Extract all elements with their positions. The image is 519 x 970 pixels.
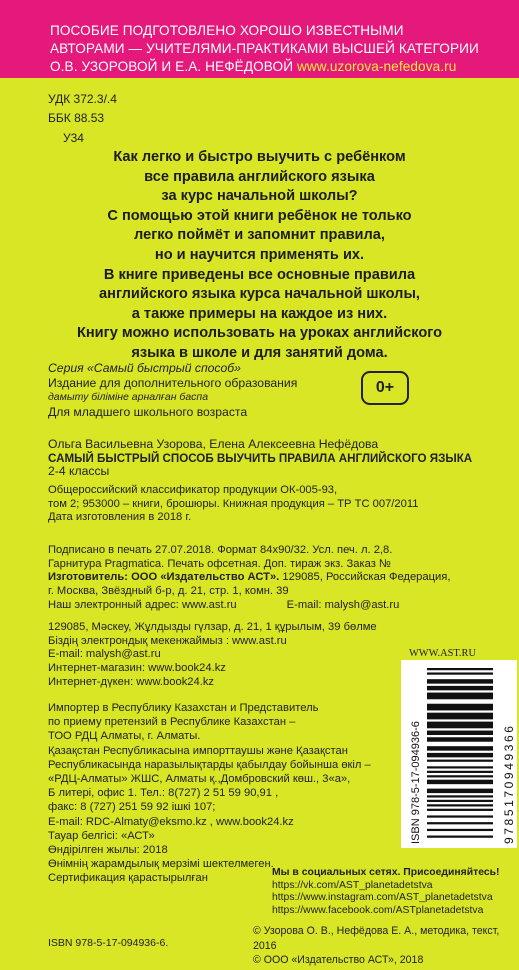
author-names: Ольга Васильевна Узорова, Елена Алексеевна Нефёдова xyxy=(48,437,379,451)
lead-line: языка в школе и для занятий дома. xyxy=(131,344,388,361)
kz-publisher-block xyxy=(48,621,377,690)
edition-type: Издание для дополнительного образования xyxy=(48,375,298,390)
social-heading: Мы в социальных сетях. Присоединяйтесь! xyxy=(272,867,500,878)
classifier-block xyxy=(48,484,418,525)
series-block xyxy=(48,361,297,419)
lead-line: Как легко и быстро выучить с ребёнком xyxy=(113,149,406,165)
lead-line: за курс начальной школы? xyxy=(161,188,358,205)
authors-block xyxy=(48,438,472,479)
kz-line: Интернет-дүкен: www.book24.kz xyxy=(48,675,215,688)
lead-line: В книге приведены все основные правила xyxy=(103,266,416,283)
barcode-isbn-text: ISBN 978-5-17-094936-6 xyxy=(410,721,422,844)
isbn-footer: ISBN 978-5-17-094936-6. xyxy=(48,937,169,949)
importer-line: Өндірілген жылы: 2018 xyxy=(48,844,168,857)
banner-line: О.В. УЗОРОВОЙ И Е.А. НЕФЁДОВОЙ xyxy=(50,59,294,74)
barcode-bar xyxy=(427,746,493,750)
series-name: Серия «Самый быстрый способ» xyxy=(48,361,241,375)
barcode xyxy=(401,660,517,848)
bbk-code: ББК 88.53 xyxy=(48,111,105,125)
social-link-instagram[interactable]: https://www.instagram.com/AST_planetadetstva xyxy=(272,892,493,904)
barcode-bar xyxy=(427,672,493,674)
banner-site-link[interactable]: www.uzorova-nefedova.ru xyxy=(296,59,457,74)
barcode-bar xyxy=(427,753,493,757)
barcode-bar xyxy=(427,760,493,762)
barcode-bar xyxy=(427,775,493,777)
print-line: г. Москва, Звёздный б-р, д. 21, стр. 1, комн. 39 xyxy=(48,585,289,598)
barcode-bar xyxy=(427,815,493,817)
barcode-bar xyxy=(427,679,493,683)
importer-line: Қазақстан Республикасына импорттаушы және Қазақстан xyxy=(48,744,348,757)
barcode-bar xyxy=(427,836,493,838)
barcode-bar xyxy=(427,789,493,793)
barcode-bar xyxy=(427,809,493,811)
importer-line: Республикасында наразылықтарды қабылдау бойынша өкіл – xyxy=(48,758,371,771)
copyright-line: © Узорова О. В., Нефёдова Е. А., методика, текст, 2016 xyxy=(253,925,500,952)
manufacturer-label: Изготовитель: ООО «Издательство АСТ». xyxy=(48,571,280,584)
barcode-bar xyxy=(427,771,493,773)
print-line: Гарнитура Pragmatica. Печать офсетная. Доп. тираж экз. Заказ № xyxy=(48,557,391,570)
importer-block xyxy=(48,701,371,886)
social-block xyxy=(272,867,499,918)
importer-line: факс: 8 (727) 251 59 92 ішкі 107; xyxy=(48,801,216,814)
barcode-bar xyxy=(427,704,493,711)
lead-paragraph xyxy=(0,148,519,364)
copyright-line: © ООО «Издательство АСТ», 2018 xyxy=(253,954,424,967)
barcode-bar xyxy=(427,693,493,700)
social-link-vk[interactable]: https://vk.com/AST_planetadetstva xyxy=(272,879,433,891)
barcode-bar xyxy=(427,822,493,824)
classifier-line: том 2; 953000 – книги, брошюры. Книжная продукция – ТР ТС 007/2011 xyxy=(48,497,419,510)
publisher-email[interactable]: E-mail: malysh@ast.ru xyxy=(286,598,400,611)
barcode-bar xyxy=(427,829,493,831)
copyright-block xyxy=(253,924,519,968)
kz-line: Интернет-магазин: www.book24.kz xyxy=(48,662,226,675)
barcode-bar xyxy=(427,795,493,797)
importer-line: Тауар белгісі: «АСТ» xyxy=(48,829,155,842)
top-banner xyxy=(0,0,519,78)
barcode-site: WWW.AST.RU xyxy=(409,648,476,659)
age-rating-badge: 0+ xyxy=(361,371,409,405)
udk-code: УДК 372.3/.4 xyxy=(48,92,117,106)
importer-line: Өнімнің жарамдылық мерзімі шектелмеген. xyxy=(48,858,274,871)
barcode-bar xyxy=(427,713,493,720)
lead-line: легко поймёт и запомнит правила, xyxy=(134,227,385,244)
book-title: САМЫЙ БЫСТРЫЙ СПОСОБ ВЫУЧИТЬ ПРАВИЛА АНГЛИЙСКОГО ЯЗЫКА xyxy=(48,451,473,465)
age-text: Для младшего школьного возраста xyxy=(48,404,248,419)
banner-line: АВТОРАМИ — УЧИТЕЛЯМИ-ПРАКТИКАМИ ВЫСШЕЙ КАТЕГОРИИ xyxy=(50,41,479,56)
lead-line: Книгу можно использовать на уроках английского xyxy=(76,325,443,342)
lead-line: С помощью этой книги ребёнок не только xyxy=(107,207,412,224)
barcode-bar xyxy=(427,722,493,729)
barcode-bars xyxy=(427,668,493,838)
barcode-digits: 9785170949366 xyxy=(502,723,516,844)
importer-line: по приему претензий в Республике Казахстан – xyxy=(48,716,296,729)
barcode-bar xyxy=(427,766,493,768)
importer-line: Сертификация қарастырылған xyxy=(48,872,208,885)
importer-line: Б литері, офис 1. Тел.: 8(727) 2 51 59 90,91 , xyxy=(48,787,279,800)
importer-line: ТОО РДЦ Алматы, г. Алматы. xyxy=(48,730,201,743)
publisher-website[interactable]: Наш электронный адрес: www.ast.ru xyxy=(48,598,237,611)
kz-line: E-mail: malysh@ast.ru xyxy=(48,648,161,661)
barcode-bar xyxy=(427,780,493,784)
lead-line: все правила английского языка xyxy=(144,168,375,185)
manufacturer-address: 129085, Российская Федерация, xyxy=(279,571,451,584)
importer-line: E-mail: RDC-Almaty@eksmo.kz , www.book24.kz xyxy=(48,815,294,828)
grades: 2-4 классы xyxy=(48,464,110,479)
lead-line: а также примеры на каждое из них. xyxy=(131,305,388,322)
banner-text xyxy=(50,22,479,76)
barcode-bar xyxy=(427,804,493,806)
barcode-bar xyxy=(427,737,493,741)
print-line: Подписано в печать 27.07.2018. Формат 84х90/32. Усл. печ. л. 2,8. xyxy=(48,544,393,556)
lead-line: английского языка курса начальной школы, xyxy=(99,286,420,303)
kz-line: 129085, Мәскеу, Жұлдызды гүлзар, д. 21, 1 құрылым, 39 бөлме xyxy=(48,621,377,633)
banner-line: ПОСОБИЕ ПОДГОТОВЛЕНО ХОРОШО ИЗВЕСТНЫМИ xyxy=(50,23,404,38)
classifier-line: Дата изготовления в 2018 г. xyxy=(48,511,192,524)
social-link-facebook[interactable]: https://www.facebook.com/ASTplanetadetstva xyxy=(272,905,484,917)
print-info-block xyxy=(48,544,450,613)
barcode-bar xyxy=(427,731,493,735)
importer-line: Импортер в Республику Казахстан и Представитель xyxy=(48,702,319,714)
author-code: У34 xyxy=(63,131,84,145)
kz-line: Біздің электрондық мекенжаймыз : www.ast.ru xyxy=(48,634,287,647)
classifier-line: Общероссийский классификатор продукции ОК-005-93, xyxy=(48,484,338,496)
barcode-bar xyxy=(427,668,493,670)
barcode-bar xyxy=(427,800,493,802)
lead-line: но и научится применять их. xyxy=(154,246,365,263)
edition-type-kazakh: дамыту біліміне арналған баспа xyxy=(48,391,209,403)
barcode-bar xyxy=(427,686,493,690)
importer-line: «РДЦ-Алматы» ЖШС, Алматы қ.,Домбровский көш., 3«а», xyxy=(48,773,351,786)
